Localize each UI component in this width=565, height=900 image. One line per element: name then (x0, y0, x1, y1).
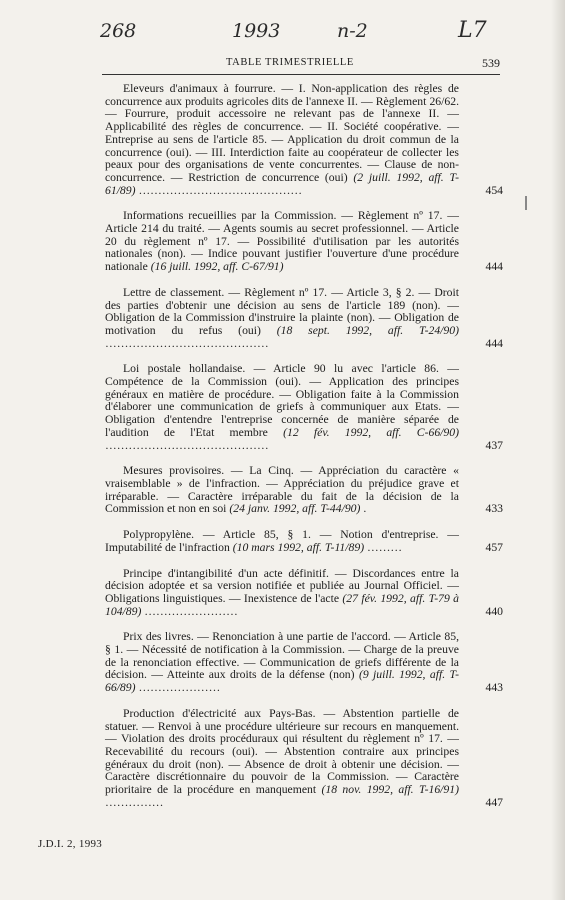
entry-text: Production d'électricité aux Pays-Bas. — Abstention partielle de statuer. — Renvoi à une procédure ultérieure sur recours en manquement. — Violation des droits procéduraux qui résultent du règlement nº 17. — Recevabilité du recours (oui). — Abstention contraire aux principes généraux du droit (non). — Absence de droit à obtenir une décision. — Caractère discrétionnaire du pouvoir de la Commission. — Caractère prioritaire de la procédure en manquement (18 nov. 1992, aff. T-16/91) …………… (105, 706, 460, 809)
entry-reference: (10 mars 1992, aff. T-11/89) (232, 540, 365, 554)
entry-reference: (24 janv. 1992, aff. T-44/90) (229, 502, 361, 516)
entry-reference: (12 fév. 1992, aff. C-66/90) (283, 425, 460, 439)
running-title: TABLE TRIMESTRIELLE (226, 57, 354, 68)
entry-body: Eleveurs d'animaux à fourrure. — I. Non-application des règles de concurrence aux produits agricoles dits de l'annexe II. — Règlement 26/62. — Fourrure, produit accessoire ne relevant pas de l'annexe II. — Applicabilité des règles de concurrence. — II. Société coopérative. — Entreprise au sens de l'article 85. — Application du droit commun de la concurrence (oui). — III. Interdiction faite au coopérateur de collecter les peaux pour des organisations de vente concurrentes. — Clause de non-concurrence. — Restriction de concurrence (oui) (105, 82, 459, 184)
index-entry (105, 631, 503, 695)
running-header (102, 56, 500, 75)
entry-reference: (16 juill. 1992, aff. C-67/91) (150, 260, 284, 274)
entry-text: Lettre de classement. — Règlement nº 17. — Article 3, § 2. — Droit des parties d'obtenir une décision au sens de l'article 189 (non). — Obligation de la Commission d'instruire la plainte (non). — Obligation de motivation du refus (oui) (18 sept. 1992, aff. T-24/90) …………………………………… (105, 285, 459, 350)
entry-reference: (18 nov. 1992, aff. T-16/91) (321, 783, 460, 797)
entry-text: Eleveurs d'animaux à fourrure. — I. Non-application des règles de concurrence aux produits agricoles dits de l'annexe II. — Règlement 26/62. — Fourrure, produit accessoire ne relevant pas de l'annexe II. — Applicabilité des règles de concurrence. — II. Société coopérative. — Entreprise au sens de l'article 85. — Application du droit commun de la concurrence (oui). — III. Interdiction faite au coopérateur de collecter les peaux pour des organisations de vente concurrentes. — Clause de non-concurrence. — Restriction de concurrence (oui) (2 juill. 1992, aff. T-61/89) …………………………………… (105, 82, 460, 197)
handwritten-note: 1993 (232, 20, 281, 42)
entry-page: 443 (485, 681, 503, 695)
entry-text: Principe d'intangibilité d'un acte définitif. — Discordances entre la décision adoptée et sa version notifiée et publiée au Journal Officiel. — Obligations linguistiques. — Inexistence de l'acte (27 fév. 1992, aff. T-79 à 104/89) …………………… (105, 566, 459, 618)
entry-page: 444 (485, 260, 503, 274)
entry-page: 440 (485, 604, 503, 618)
entry-body: Lettre de classement. — Règlement nº 17. — Article 3, § 2. — Droit des parties d'obtenir une décision au sens de l'article 189 (non). — Obligation de la Commission d'instruire la plainte (non). — Obligation de motivation du refus (oui) (105, 285, 459, 337)
index-entry (105, 465, 503, 516)
entry-body: Principe d'intangibilité d'un acte définitif. — Discordances entre la décision adoptée et sa version notifiée et publiée au Journal Officiel. — Obligations linguistiques. — Inexistence de l'acte (105, 566, 459, 605)
index-entry (105, 83, 503, 197)
entry-page: 437 (485, 438, 503, 452)
index-entry (105, 287, 503, 351)
page-edge (551, 0, 565, 900)
entry-page: 433 (485, 502, 503, 516)
entry-text (105, 210, 459, 274)
handwritten-note: n-2 (337, 20, 368, 42)
index-entry (105, 529, 503, 554)
entry-body: Production d'électricité aux Pays-Bas. — Abstention partielle de statuer. — Renvoi à une procédure ultérieure sur recours en manquement. — Violation des droits procéduraux qui résultent du règlement nº 17. — Recevabilité du recours (oui). — Abstention contraire aux principes généraux du droit (non). — Absence de droit à obtenir une décision. — Caractère discrétionnaire du pouvoir de la Commission. — Caractère prioritaire de la procédure en manquement (105, 706, 459, 797)
handwritten-note: 268 (100, 20, 137, 42)
entry-reference: (27 fév. 1992, aff. T-79 à 104/89) (105, 591, 459, 618)
entry-body: Mesures provisoires. — La Cinq. — Appréciation du caractère « vraisemblable » de l'infraction. — Appréciation du préjudice grave et irréparable. — Caractère irréparable du fait de la décision de la Commission et non en soi (105, 464, 459, 516)
entry-text: Mesures provisoires. — La Cinq. — Appréciation du caractère « vraisemblable » de l'infraction. — Appréciation du préjudice grave et irréparable. — Caractère irréparable du fait de la décision de la Commission et non en soi (24 janv. 1992, aff. T-44/90) . (105, 464, 459, 516)
index-entry (105, 568, 503, 619)
entry-reference: (2 juill. 1992, aff. T-61/89) (105, 170, 460, 197)
entry-text: Polypropylène. — Article 85, § 1. — Notion d'entreprise. — Imputabilité de l'infraction (10 mars 1992, aff. T-11/89) ……… (105, 528, 459, 554)
entry-body: Polypropylène. — Article 85, § 1. — Notion d'entreprise. — Imputabilité de l'infraction (105, 528, 459, 554)
entry-body: Loi postale hollandaise. — Article 90 lu avec l'article 86. — Compétence de la Commission (oui). — Application des principes généraux en matière de procédure. — Obligation faite à la Commission d'élaborer une communication de griefs à communiquer aux Etats. — Obligation d'entendre l'entreprise concernée de manière séparée de l'audition de l'Etat membre (105, 362, 459, 439)
entry-page: 457 (485, 540, 503, 554)
entry-reference: (9 juill. 1992, aff. T-66/89) (105, 668, 460, 695)
margin-mark (525, 196, 527, 210)
footer: J.D.I. 2, 1993 (38, 838, 103, 850)
entry-page: 454 (485, 183, 503, 197)
entry-body: Prix des livres. — Renonciation à une partie de l'accord. — Article 85, § 1. — Nécessité de notification à la Commission. — Charge de la preuve de la renonciation effective. — Communication de griefs différente de la décision. — Atteinte aux droits de la défense (non) (105, 630, 459, 682)
entry-page: 444 (485, 336, 503, 350)
handwritten-note: L7 (458, 18, 487, 43)
index-entry (105, 708, 503, 810)
index-entries (105, 83, 503, 822)
entry-page: 447 (485, 795, 503, 809)
index-entry (105, 363, 503, 452)
entry-reference: (18 sept. 1992, aff. T-24/90) (276, 323, 459, 337)
index-entry (105, 210, 503, 274)
entry-text: Prix des livres. — Renonciation à une partie de l'accord. — Article 85, § 1. — Nécessité de notification à la Commission. — Charge de la preuve de la renonciation effective. — Communication de griefs différente de la décision. — Atteinte aux droits de la défense (non) (9 juill. 1992, aff. T-66/89) ………………… (105, 630, 460, 695)
entry-text: Loi postale hollandaise. — Article 90 lu avec l'article 86. — Compétence de la Commission (oui). — Application des principes généraux en matière de procédure. — Obligation faite à la Commission d'élaborer une communication de griefs à communiquer aux Etats. — Obligation d'entendre l'entreprise concernée de manière séparée de l'audition de l'Etat membre (12 fév. 1992, aff. C-66/90) …………………………………… (105, 362, 460, 452)
page-number: 539 (482, 56, 500, 70)
entry-body: Informations recueillies par la Commission. — Règlement nº 17. — Article 214 du traité. — Agents soumis au secret professionnel. — Article 20 du règlement nº 17. — Possibilité d'utilisation par les autorités nationales (non). — Indice pouvant justifier l'ouverture d'une procédure nationale (105, 209, 459, 274)
